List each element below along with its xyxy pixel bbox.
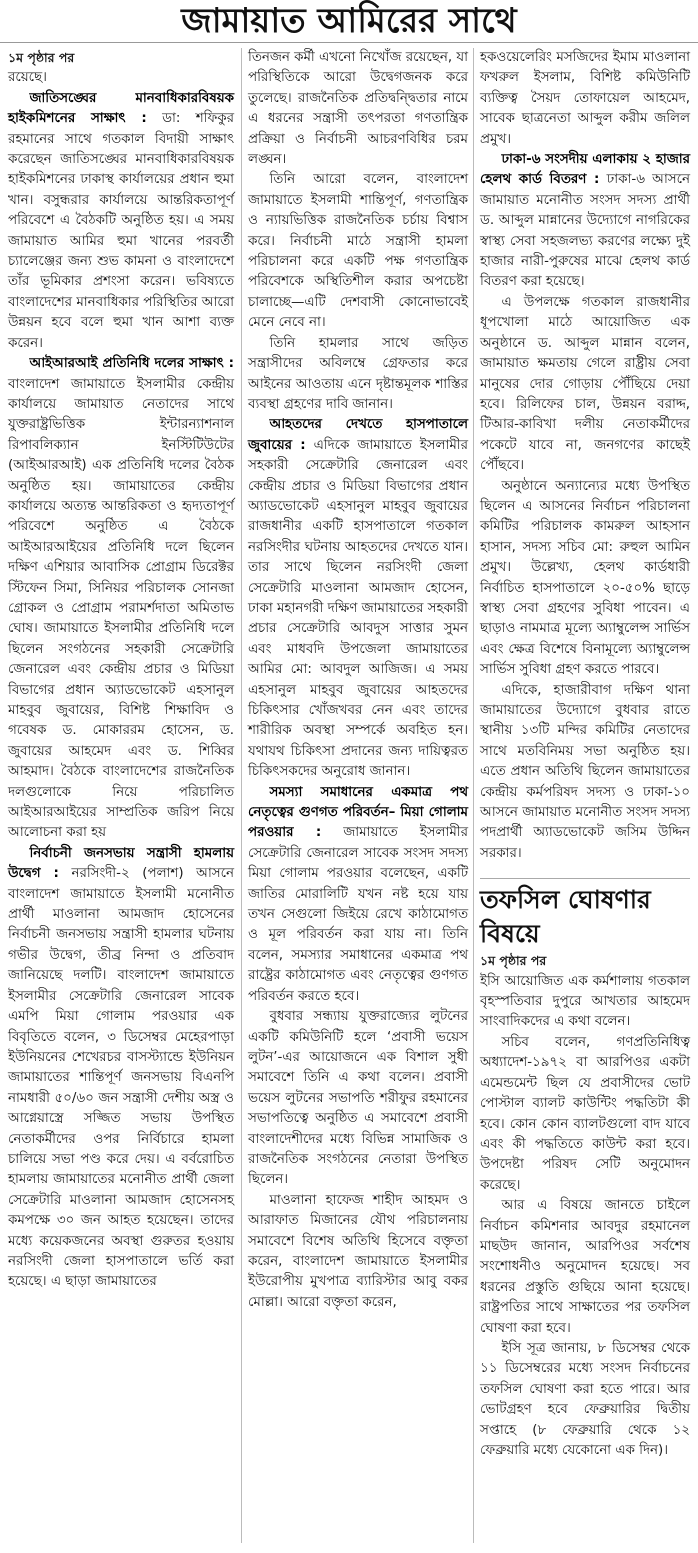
column-1 <box>8 48 234 1293</box>
paragraph-text: ইসি সূত্র জানায়, ৮ ডিসেম্বর থেকে ১১ ডিসেম্বরের মধ্যে সংসদ নির্বাচনের তফসিল ঘোষণা করা হতে পারে। আর ভোটগ্রহণ হবে ফেব্রুয়ারির দ্বিতীয় সপ্তাহে (৮ ফেব্রুয়ারি থেকে ১২ ফেব্রুয়ারি মধ্যে যেকোনো এক দিন)। <box>480 1340 690 1458</box>
paragraph-text: তিনজন কর্মী এখনো নিখোঁজ রয়েছেন, যা পরিস্থিতিকে আরো উদ্বেগজনক করে তুলেছে। রাজনৈতিক প্রতিদ্বন্দ্বিতার নামে এ ধরনের সন্ত্রাসী তৎপরতা গণতান্ত্রিক প্রক্রিয়া ও নির্বাচনী আচরণবিধির চরম লঙ্ঘন। <box>248 50 468 168</box>
paragraph-text: এ উপলক্ষে গতকাল রাজধানীর ধূপখোলা মাঠে আয়োজিত এক অনুষ্ঠানে ড. আব্দুল মান্নান বলেন, জামায়াত ক্ষমতায় গেলে রাষ্ট্রীয় সেবা মানুষের দোর গোড়ায় পৌঁছিয়ে দেয়া হবে। রিলিফের চাল, উন্নয়ন বরাদ্দ, টিআর-কাবিখা দলীয় নেতাকর্মীদের পকেটে যাবে না, জনগণের কাছেই পৌঁছবে। <box>480 294 690 474</box>
paragraph-text: আর এ বিষয়ে জানতে চাইলে নির্বাচন কমিশনার আবদুর রহমানেল মাছউদ জানান, আরপিওর সর্বশেষ সংশোধনীও অনুমোদন হয়েছে। সব ধরনের প্রস্তুতি গুছিয়ে আনা হয়েছে। রাষ্ট্রপতির সাথে সাক্ষাতের পর তফসিল ঘোষণা করা হবে। <box>480 1198 690 1336</box>
article-paragraph <box>480 477 690 681</box>
paragraph-text: বাংলাদেশ জামায়াতে ইসলামীর কেন্দ্রীয় কার্যালয়ে জামায়াত নেতাদের সাথে যুক্তরাষ্ট্রভিত্তিক ইন্টারন্যাশনাল রিপাবলিক্যান ইনস্টিটিউটের (আইআরআই) এক প্রতিনিধি দলের বৈঠক অনুষ্ঠিত হয়। জামায়াতের কেন্দ্রীয় কার্যালয়ে অত্যন্ত আন্তরিকতা ও হৃদ্যতাপূর্ণ পরিবেশে অনুষ্ঠিত এ বৈঠকে আইআরআইয়ের প্রতিনিধি দলে ছিলেন দক্ষিণ এশিয়ার আবাসিক প্রোগ্রাম ডিরেক্টর স্টিফেন সিমা, সিনিয়র পরিচালক সোনজা গ্রোকল ও প্রোগ্রাম পরামর্শদাতা অমিতাভ ঘোষ। জামায়াতে ইসলামীর প্রতিনিধি দলে ছিলেন সংগঠনের সহকারী সেক্রেটারি জেনারেল এবং কেন্দ্রীয় প্রচার ও মিডিয়া বিভাগের প্রধান অ্যাডভোকেট এহসানুল মাহবুব জুবায়ের, বিশিষ্ট শিক্ষাবিদ ও গবেষক ড. মোকাররম হোসেন, ড. জুবায়ের আহমেদ এবং ড. শিব্বির আহমাদ। বৈঠকে বাংলাদেশের রাজনৈতিক দলগুলোকে নিয়ে পরিচালিত আইআরআইয়ের সাম্প্রতিক জরিপ নিয়ে আলোচনা করা হয় <box>8 376 234 841</box>
article-paragraph <box>248 334 468 416</box>
article-paragraph <box>480 1033 690 1196</box>
column-divider <box>473 48 474 1543</box>
article-paragraph <box>480 972 690 1033</box>
paragraph-text: জামায়াতে ইসলামীর সেক্রেটারি জেনারেল সাবেক সংসদ সদস্য মিয়া গোলাম পরওয়ার বলেছেন, একটি জাতির মোরালিটি যখন নষ্ট হয়ে যায় তখন সেগুলো জিইয়ে রেখে কাঠামোগত ও মূল পরিবর্তন করা যায় না। তিনি বলেন, সমস্যার সমাধানের একমাত্র পথ রাষ্ট্রের কাঠামোগত এবং নেতৃত্বের গুণগত পরিবর্তন করতে হবে। <box>248 825 469 1004</box>
article-paragraph <box>480 681 690 865</box>
paragraph-subheading: আহতদের দেখতে হাসপাতালে জুবায়ের : <box>248 417 468 453</box>
article-paragraph <box>248 1007 468 1191</box>
paragraph-subheading: জাতিসঙ্ঘের মানবাধিকারবিষয়ক হাইকমিশনের সাক্ষাৎ : <box>8 90 234 127</box>
column-divider <box>241 48 242 1543</box>
article-paragraph <box>8 354 234 844</box>
article-paragraph <box>8 68 234 88</box>
article-paragraph <box>480 48 690 150</box>
paragraph-text: ইসি আয়োজিত এক কর্মশালায় গতকাল বৃহস্পতিবার দুপুরে আখতার আহমেদ সাংবাদিকদের এ কথা বলেন। <box>480 973 690 1030</box>
paragraph-text: তিনি হামলার সাথে জড়িত সন্ত্রাসীদের অবিলম্বে গ্রেফতার করে আইনের আওতায় এনে দৃষ্টান্তমূলক শাস্তির ব্যবস্থা গ্রহণের দাবি জানান। <box>248 335 468 412</box>
column-2 <box>248 48 468 1313</box>
continued-from-label: ১ম পৃষ্ঠার পর <box>480 953 547 969</box>
column-3 <box>480 48 690 1461</box>
paragraph-text: এদিকে, হাজারীবাগ দক্ষিণ থানা জামায়াতের উদ্যোগে বুধবার রাতে স্থানীয় ১৩টি মন্দির কমিটির নেতাদের সাথে মতবিনিময় সভা অনুষ্ঠিত হয়। এতে প্রধান অতিথি ছিলেন জামায়াতের কেন্দ্রীয় কর্মপরিষদ সদস্য ও ঢাকা-১০ আসনে জামায়াত মনোনীত সংসদ সদস্য পদপ্রার্থী অ্যাডভোকেট জসিম উদ্দিন সরকার। <box>480 682 690 861</box>
paragraph-text: তিনি আরো বলেন, বাংলাদেশ জামায়াতে ইসলামী শান্তিপূর্ণ, গণতান্ত্রিক ও ন্যায়ভিত্তিক রাজনৈতিক চর্চায় বিশ্বাস করে। নির্বাচনী মাঠে সন্ত্রাসী হামলা পরিচালনা করে একটি পক্ষ গণতান্ত্রিক পরিবেশকে অস্থিতিশীল করার অপচেষ্টা চালাচ্ছে—এটি দেশবাসী কোনোভাবেই মেনে নেবে না। <box>248 172 468 331</box>
article-headline: জামায়াত আমিরের সাথে <box>0 0 698 43</box>
article-paragraph <box>248 170 468 333</box>
article-paragraph <box>8 89 234 354</box>
paragraph-subheading: আইআরআই প্রতিনিধি দলের সাক্ষাৎ : <box>29 356 234 372</box>
paragraph-text: মাওলানা হাফেজ শাহীদ আহমদ ও আরাফাত মিজানের যৌথ পরিচালনায় সমাবেশে বিশেষ অতিথি হিসেবে বক্তৃতা করেন, বাংলাদেশ জামায়াতে ইসলামীর ইউরোপীয় মুখপাত্র ব্যারিস্টার আবু বকর মোল্লা। আরো বক্তৃতা করেন, <box>248 1192 468 1310</box>
paragraph-text: নরসিংদী-২ (পলাশ) আসনে বাংলাদেশ জামায়াতে ইসলামী মনোনীত প্রার্থী মাওলানা আমজাদ হোসেনের নির্বাচনী জনসভায় সন্ত্রাসী হামলার ঘটনায় গভীর উদ্বেগ, তীব্র নিন্দা ও প্রতিবাদ জানিয়েছে দলটি। বাংলাদেশ জামায়াতে ইসলামীর সেক্রেটারি জেনারেল সাবেক এমপি মিয়া গোলাম পরওয়ার এক বিবৃতিতে বলেন, ৩ ডিসেম্বর মেহেরপাড়া ইউনিয়নের শেখেরচর বাসস্ট্যান্ডে ইউনিয়ন জামায়াতের শান্তিপূর্ণ জনসভায় বিএনপি নামধারী ৫০/৬০ জন সন্ত্রাসী দেশীয় অস্ত্র ও আগ্নেয়াস্ত্রে সজ্জিত সভায় উপস্থিত নেতাকর্মীদের ওপর নির্বিচারে হামলা চালিয়ে সভা পণ্ড করে দেয়। এ বর্বরোচিত হামলায় জামায়াতের মনোনীত প্রার্থী জেলা সেক্রেটারি মাওলানা আমজাদ হোসেনসহ কমপক্ষে ৩০ জন আহত হয়েছেন। তাদের মধ্যে কয়েকজনের অবস্থা গুরুতর হওয়ায় নরসিংদী জেলা হাসপাতালে ভর্তি করা হয়েছে। এ ছাড়া জামায়াতের <box>8 866 234 1290</box>
paragraph-subheading: সমস্যা সমাধানের একমাত্র পথ নেতৃত্বের গুণগত পরিবর্তন– মিয়া গোলাম পরওয়ার : <box>248 784 468 841</box>
article-paragraph <box>248 1191 468 1313</box>
paragraph-text: এদিকে জামায়াতে ইসলামীর সহকারী সেক্রেটারি জেনারেল এবং কেন্দ্রীয় প্রচার ও মিডিয়া বিভাগের প্রধান অ্যাডভোকেট এহসানুল মাহবুব জুবায়ের রাজধানীর একটি হাসপাতালে গতকাল নরসিংদীর ঘটনায় আহতদের দেখতে যান। তার সাথে ছিলেন নরসিংদী জেলা সেক্রেটারি মাওলানা আমজাদ হোসেন, ঢাকা মহানগরী দক্ষিণ জামায়াতের সহকারী প্রচার সেক্রেটারি আবদুস সাত্তার সুমন এবং মাধবদি উপজেলা জামায়াতের আমির মো: আবদুল আজিজ। এ সময় এহসানুল মাহবুব জুবায়ের আহতদের চিকিৎসার খোঁজখবর নেন এবং তাদের শারীরিক অবস্থা সম্পর্কে অবহিত হন। যথাযথ চিকিৎসা প্রদানের জন্য দায়িত্বরত চিকিৎসকদের অনুরোধ জানান। <box>248 437 469 780</box>
paragraph-text: বুধবার সন্ধ্যায় যুক্তরাজ্যের লুটনের একটি কমিউনিটি হলে ‘প্রবাসী ভয়েস লুটন’-এর আয়োজনে এক বিশাল সুধী সমাবেশে তিনি এ কথা বলেন। প্রবাসী ভয়েস লুটনের সভাপতি শরীফুর রহমানের সভাপতিত্বে অনুষ্ঠিত এ সমাবেশে প্রবাসী বাংলাদেশীদের মধ্যে বিভিন্ন সামাজিক ও রাজনৈতিক সংগঠনের নেতারা উপস্থিত ছিলেন। <box>248 1009 468 1188</box>
paragraph-text: সচিব বলেন, গণপ্রতিনিধিত্ব অধ্যাদেশ-১৯৭২ বা আরপিওর একটা এমেন্ডমেন্ট ছিল যে প্রবাসীদের ভোট পোস্টাল ব্যালট কাউন্টিং পদ্ধতিটা কী হবে। কোন কোন ব্যালটগুলো বাদ যাবে এবং কী পদ্ধতিতে কাউন্ট করা হবে। উপদেষ্টা পরিষদ সেটি অনুমোদন করেছে। <box>480 1034 690 1193</box>
article-paragraph <box>8 844 234 1293</box>
paragraph-subheading: ঢাকা-৬ সংসদীয় এলাকায় ২ হাজার হেলথ কার্ড বিতরণ : <box>480 152 690 188</box>
article-paragraph <box>480 150 690 293</box>
article-paragraph <box>248 415 468 782</box>
paragraph-text: ঢাকা-৬ আসনে জামায়াত মনোনীত সংসদ সদস্য প্রার্থী ড. আব্দুল মান্নানের উদ্যোগে নাগরিকের স্বাস্থ্য সেবা সহজলভ্য করণের লক্ষ্যে দুই হাজার নারী-পুরুষের মাঝে হেলথ কার্ড বিতরণ করা হয়েছে। <box>480 172 691 290</box>
continued-from-label: ১ম পৃষ্ঠার পর <box>8 50 75 65</box>
article-paragraph <box>248 783 468 1007</box>
article-paragraph <box>480 1196 690 1339</box>
article-paragraph <box>480 293 690 477</box>
paragraph-subheading: নির্বাচনী জনসভায় সন্ত্রাসী হামলায় উদ্বেগ : <box>8 845 234 882</box>
article-paragraph <box>480 1339 690 1461</box>
paragraph-text: রয়েছে। <box>8 70 47 86</box>
paragraph-text: হকওয়েলেরিং মসজিদের ইমাম মাওলানা ফখরুল ইসলাম, বিশিষ্ট কমিউনিটি ব্যক্তিত্ব সৈয়দ তোফায়েল আহমেদ, সাবেক ছাত্রনেতা আব্দুল করীম জলিল প্রমুখ। <box>480 50 690 147</box>
paragraph-text: ডা: শফিকুর রহমানের সাথে গতকাল বিদায়ী সাক্ষাৎ করেছেন জাতিসঙ্ঘের মানবাধিকারবিষয়ক হাইকমিশনের ঢাকাস্থ কার্যালয়ের প্রধান হুমা খান। বসুন্ধরার কার্যালয়ে আন্তরিকতাপূর্ণ পরিবেশে এ বৈঠকটি অনুষ্ঠিত হয়। এ সময় জামায়াত আমির হুমা খানের পরবর্তী চ্যালেঞ্জের জন্য শুভ কামনা ও বাংলাদেশে তাঁর ভূমিকার প্রশংসা করেন। ভবিষ্যতে বাংলাদেশের মানবাধিকার পরিস্থিতির আরো উন্নয়ন হবে বলে হুমা খান আশা ব্যক্ত করেন। <box>8 111 234 351</box>
sub-article-headline: তফসিল ঘোষণার বিষয়ে <box>480 878 690 951</box>
article-paragraph <box>248 48 468 170</box>
paragraph-text: অনুষ্ঠানে অন্যান্যের মধ্যে উপস্থিত ছিলেন এ আসনের নির্বাচন পরিচালনা কমিটির পরিচালক কামরুল আহসান হাসান, সদস্য সচিব মো: রুহুল আমিন প্রমুখ। উল্লেখ্য, হেলথ কার্ডধারী নির্বাচিত হাসপাতালে ২০-৫০% ছাড়ে স্বাস্থ্য সেবা গ্রহণের সুবিধা পাবেন। এ ছাড়াও নামমাত্র মূল্যে অ্যাম্বুলেন্স সার্ভিস এবং ক্ষেত্র বিশেষে বিনামূল্যে অ্যাম্বুলেন্স সার্ভিস সুবিধা গ্রহণ করতে পারবে। <box>480 478 690 678</box>
